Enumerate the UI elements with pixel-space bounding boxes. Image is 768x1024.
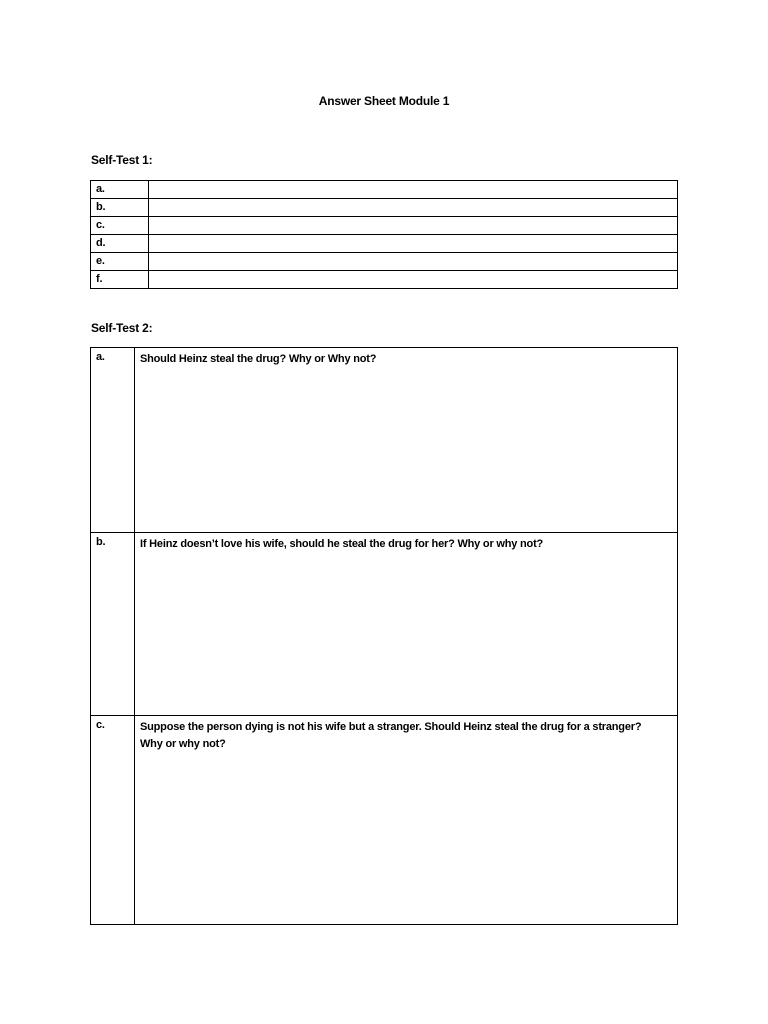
self-test-1-label: Self-Test 1:	[91, 153, 153, 167]
item-letter: f.	[91, 271, 149, 289]
item-letter: a.	[91, 181, 149, 199]
item-letter: a.	[91, 348, 135, 533]
self-test-1-table	[90, 180, 678, 289]
item-letter: b.	[91, 533, 135, 716]
question-cell[interactable]: Suppose the person dying is not his wife but a stranger. Should Heinz steal the drug for a stranger? Why or why not?	[135, 716, 678, 925]
table-row	[91, 348, 678, 533]
item-letter: c.	[91, 716, 135, 925]
answer-cell[interactable]	[149, 217, 678, 235]
page-title: Answer Sheet Module 1	[318, 94, 450, 108]
table-row	[91, 181, 678, 199]
answer-cell[interactable]	[149, 253, 678, 271]
table-row	[91, 253, 678, 271]
answer-cell[interactable]	[149, 199, 678, 217]
self-test-2-table	[90, 347, 678, 925]
table-row	[91, 533, 678, 716]
question-cell[interactable]: Should Heinz steal the drug? Why or Why not?	[135, 348, 678, 533]
table-row	[91, 199, 678, 217]
item-letter: c.	[91, 217, 149, 235]
table-row	[91, 271, 678, 289]
table-row	[91, 217, 678, 235]
answer-cell[interactable]	[149, 235, 678, 253]
answer-cell[interactable]	[149, 271, 678, 289]
table-row	[91, 235, 678, 253]
answer-cell[interactable]	[149, 181, 678, 199]
item-letter: d.	[91, 235, 149, 253]
item-letter: b.	[91, 199, 149, 217]
table-row	[91, 716, 678, 925]
self-test-2-label: Self-Test 2:	[91, 321, 153, 335]
item-letter: e.	[91, 253, 149, 271]
question-cell[interactable]: If Heinz doesn’t love his wife, should he steal the drug for her? Why or why not?	[135, 533, 678, 716]
